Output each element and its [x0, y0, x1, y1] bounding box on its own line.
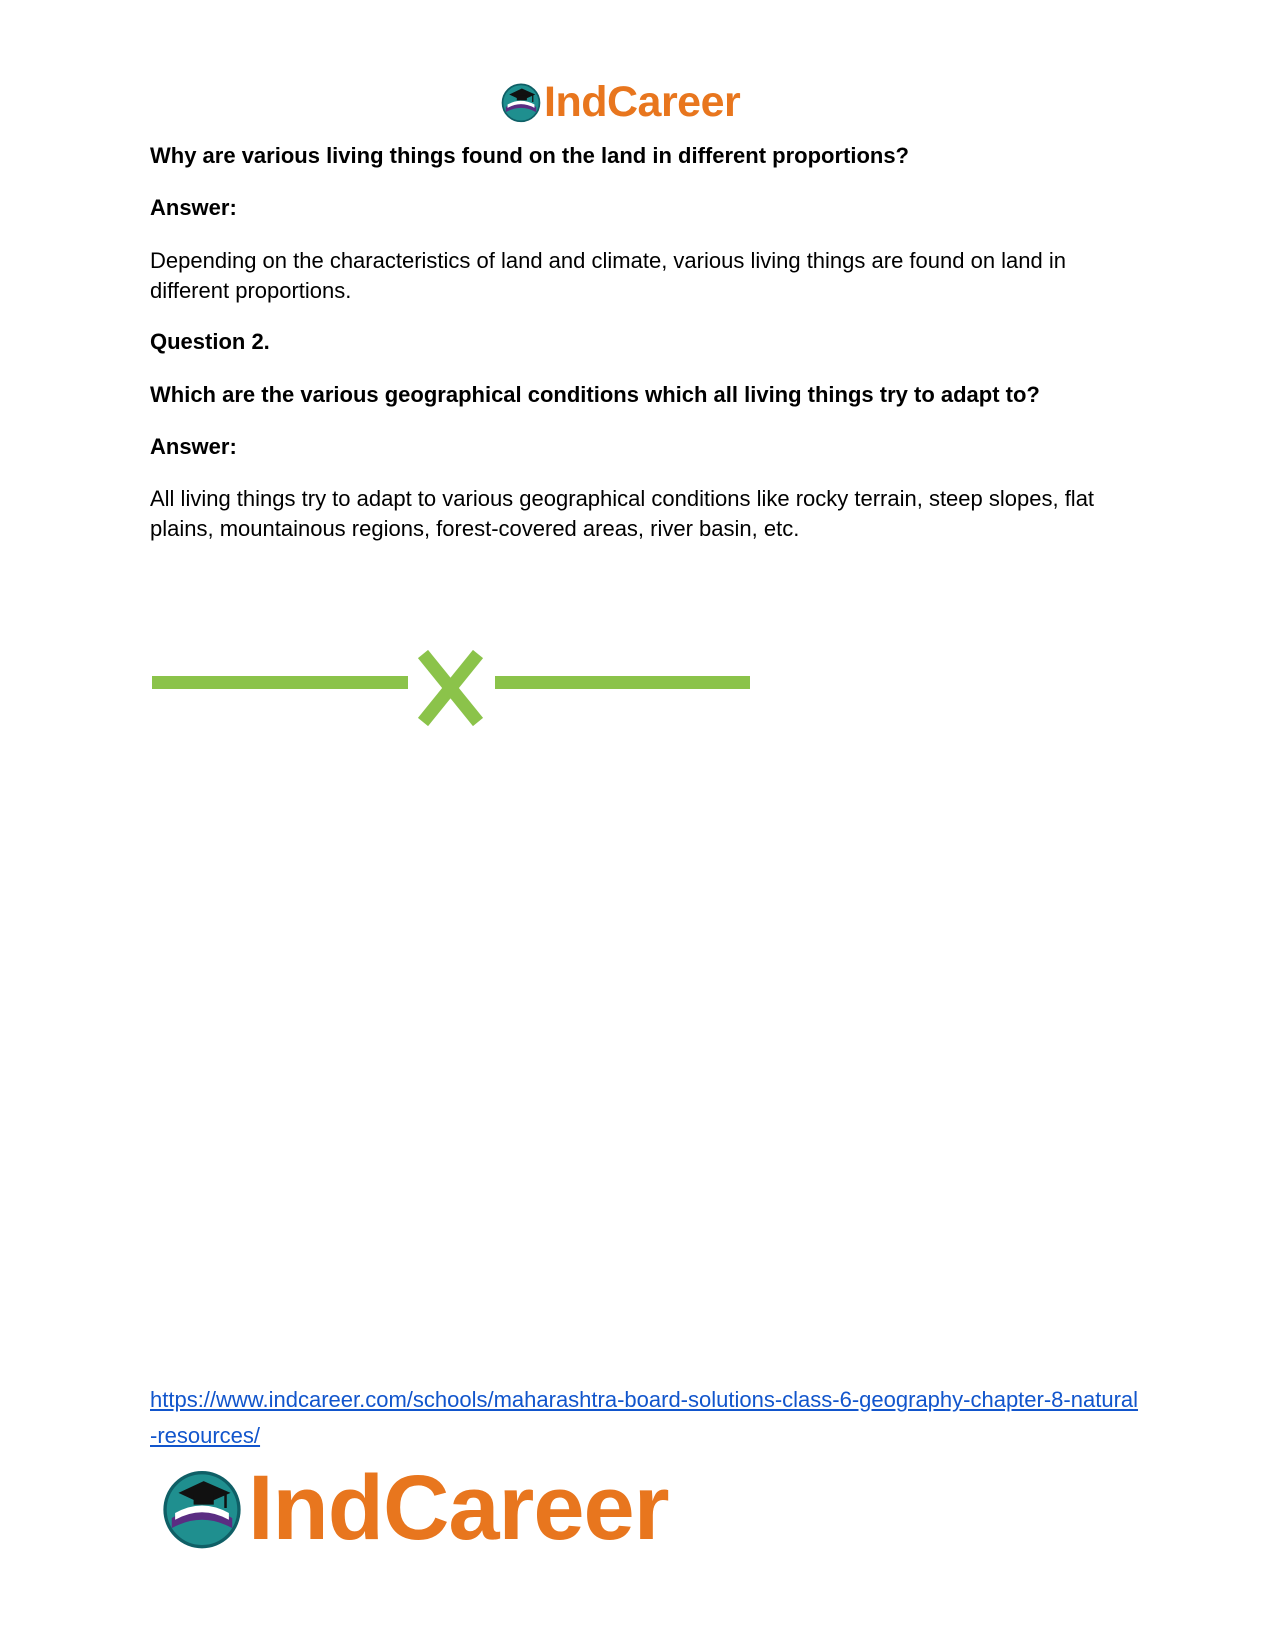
logo-emblem-icon	[160, 1466, 244, 1550]
header-logo-text: IndCareer	[544, 77, 741, 126]
source-url-link[interactable]: https://www.indcareer.com/schools/maharashtra-board-solutions-class-6-geography-chapter-8-natural-resources/	[150, 1387, 1139, 1448]
question-2-label: Question 2.	[150, 329, 270, 354]
x-divider-icon	[150, 650, 750, 730]
question-2-text: Which are the various geographical conditions which all living things try to adapt to?	[150, 382, 1040, 407]
header-logo	[500, 77, 740, 127]
logo-emblem-icon	[500, 81, 542, 123]
footer-logo-text: IndCareer	[248, 1457, 669, 1559]
footer-logo	[160, 1457, 669, 1559]
question-1-text: Why are various living things found on the land in different proportions?	[150, 143, 909, 168]
answer-2-text: All living things try to adapt to various geographical conditions like rocky terrain, steep slopes, flat plains, mountainous regions, forest-covered areas, river basin, etc.	[150, 486, 1095, 541]
answer-1-text: Depending on the characteristics of land and climate, various living things are found on land in different proportions.	[150, 248, 1066, 303]
answer-1-label: Answer:	[150, 195, 237, 220]
answer-2-label: Answer:	[150, 434, 237, 459]
